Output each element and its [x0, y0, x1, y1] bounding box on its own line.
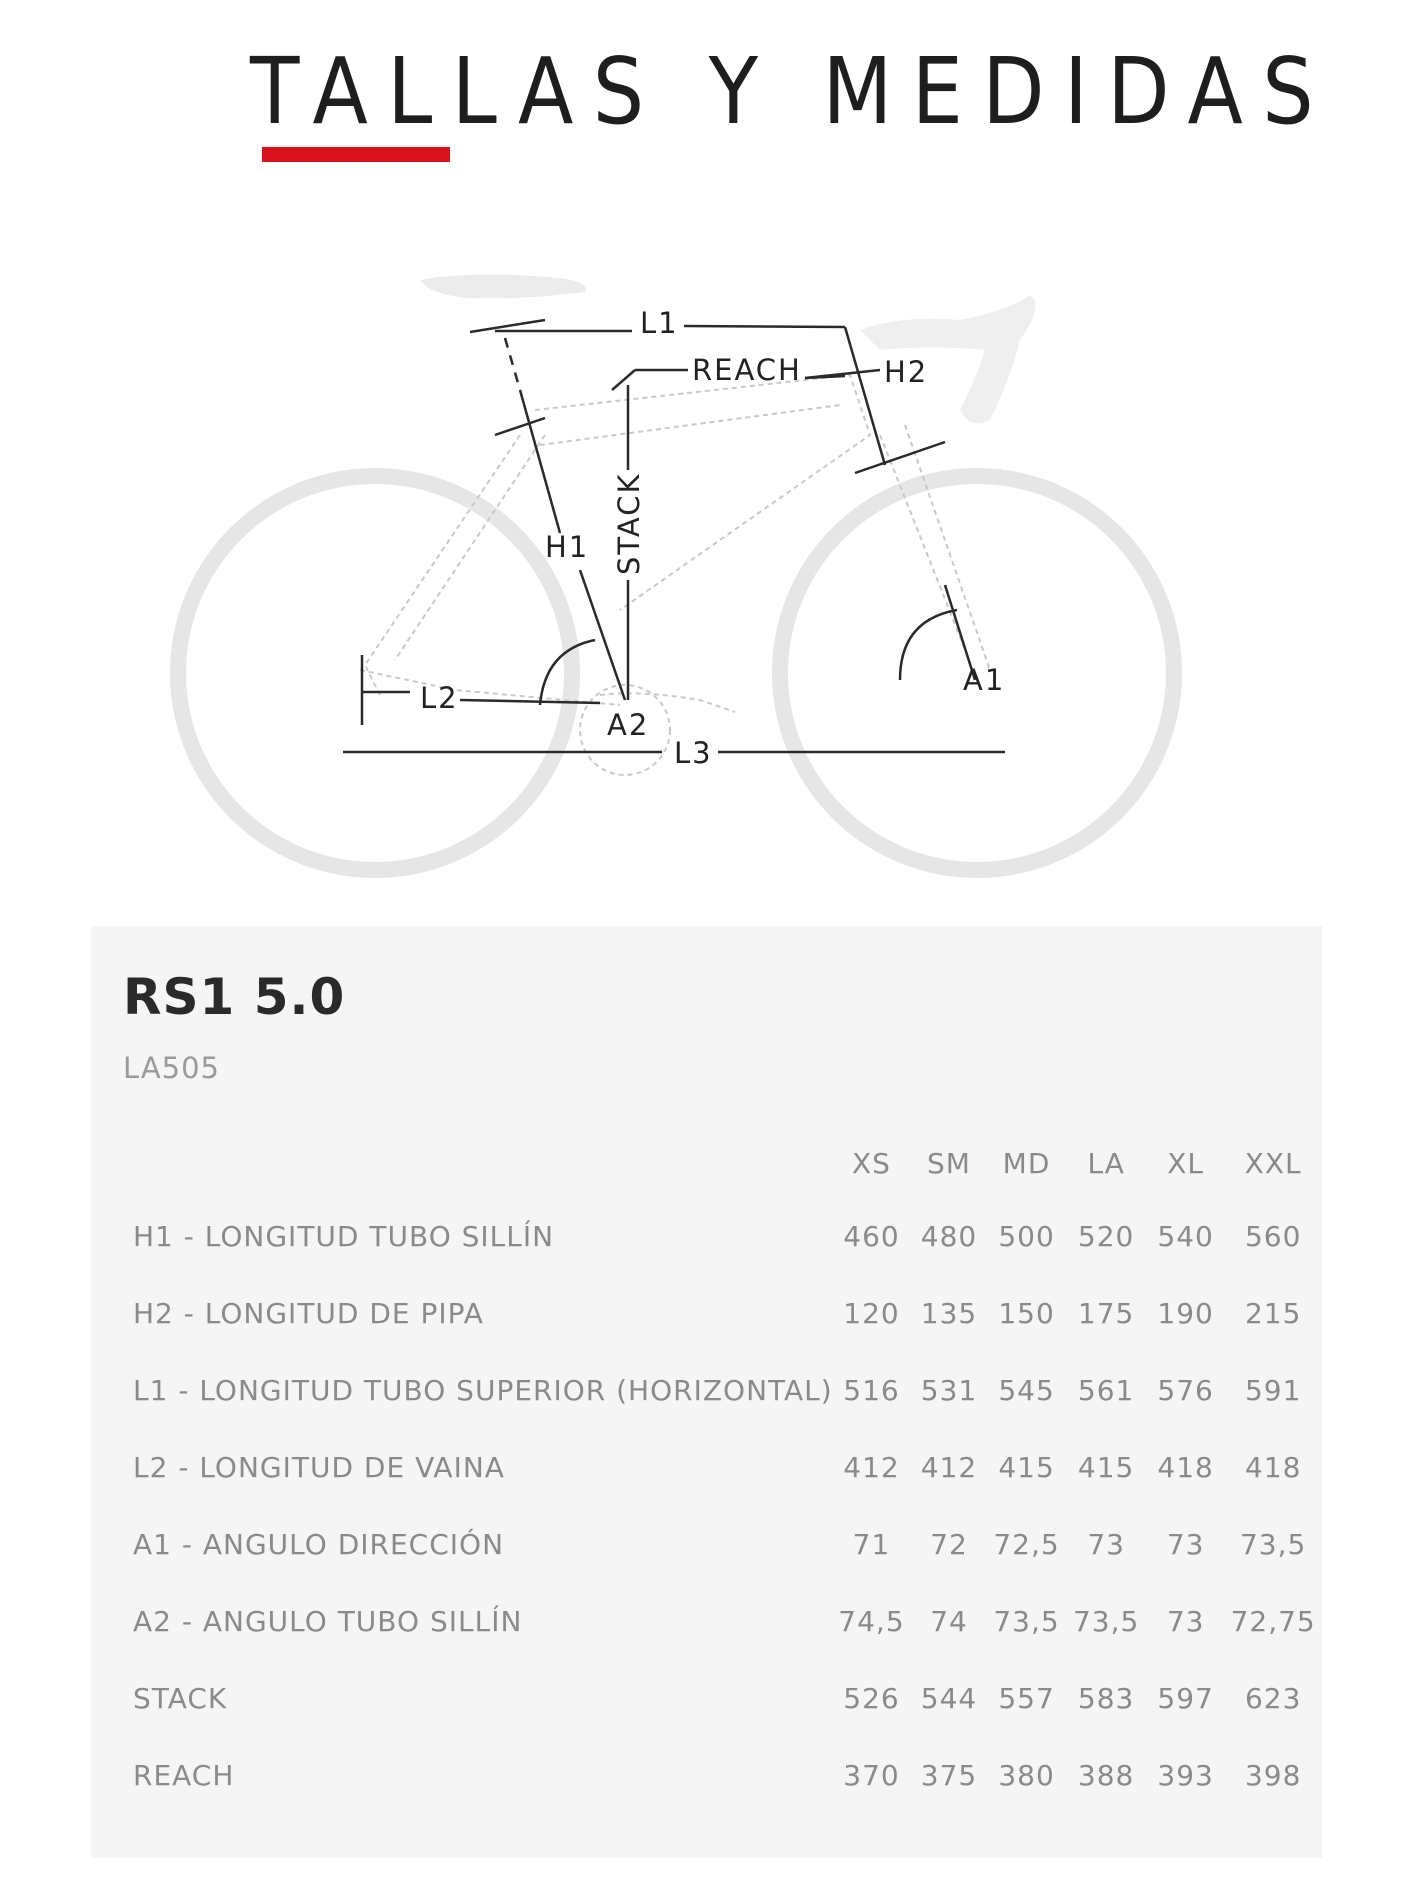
table-cell: 597 [1157, 1682, 1214, 1715]
table-cell: 545 [998, 1374, 1055, 1407]
table-cell: 561 [1077, 1374, 1135, 1407]
saddle-silhouette [420, 274, 586, 298]
table-cell: 540 [1157, 1220, 1214, 1253]
size-header: XXL [1244, 1146, 1302, 1180]
size-header: LA [1087, 1146, 1125, 1180]
table-cell: 74,5 [838, 1605, 905, 1638]
table-cell: 415 [1077, 1451, 1135, 1484]
frame-outline [360, 375, 990, 775]
table-cell: 150 [998, 1297, 1055, 1330]
label-a2: A2 [607, 708, 650, 742]
table-cell: 72,5 [993, 1528, 1060, 1561]
row-label: A1 - ANGULO DIRECCIÓN [133, 1528, 505, 1561]
table-cell: 215 [1244, 1297, 1302, 1330]
table-cell: 526 [843, 1682, 900, 1715]
label-l3: L3 [674, 736, 713, 770]
size-header: XL [1167, 1146, 1205, 1180]
row-label: L1 - LONGITUD TUBO SUPERIOR (HORIZONTAL) [133, 1374, 833, 1407]
table-cell: 560 [1244, 1220, 1302, 1253]
table-cell: 500 [998, 1220, 1055, 1253]
table-cell: 73 [1166, 1605, 1205, 1638]
table-cell: 388 [1077, 1759, 1135, 1792]
table-row [121, 1583, 1322, 1660]
table-row [121, 1275, 1322, 1352]
table-cell: 460 [843, 1220, 900, 1253]
table-row [121, 1429, 1322, 1506]
table-row [121, 1506, 1322, 1583]
table-cell: 412 [843, 1451, 900, 1484]
label-h2: H2 [884, 355, 929, 389]
table-row [121, 1660, 1322, 1737]
bike-geometry-diagram [0, 220, 1401, 920]
table-cell: 135 [920, 1297, 978, 1330]
size-header: MD [1002, 1146, 1051, 1180]
table-cell: 72,75 [1230, 1605, 1316, 1638]
table-cell: 412 [920, 1451, 978, 1484]
table-cell: 380 [998, 1759, 1055, 1792]
table-cell: 73,5 [1072, 1605, 1140, 1638]
table-cell: 74 [930, 1605, 968, 1638]
size-header: SM [927, 1146, 971, 1180]
table-cell: 418 [1244, 1451, 1302, 1484]
geometry-panel [91, 926, 1322, 1858]
table-cell: 375 [920, 1759, 978, 1792]
table-cell: 370 [843, 1759, 900, 1792]
label-stack: STACK [612, 472, 646, 575]
table-cell: 398 [1244, 1759, 1302, 1792]
label-reach: REACH [692, 353, 802, 387]
table-cell: 73,5 [1239, 1528, 1307, 1561]
table-cell: 418 [1157, 1451, 1214, 1484]
label-a1: A1 [963, 663, 1006, 697]
table-row [121, 1737, 1322, 1814]
model-name: RS1 5.0 [123, 968, 346, 1026]
table-cell: 520 [1077, 1220, 1135, 1253]
table-cell: 73,5 [993, 1605, 1060, 1638]
label-l1: L1 [640, 306, 679, 340]
row-label: REACH [133, 1759, 235, 1792]
label-h1: H1 [545, 530, 590, 564]
table-cell: 73 [1087, 1528, 1125, 1561]
table-cell: 516 [843, 1374, 900, 1407]
bike-diagram-svg [0, 220, 1401, 920]
page-title: TALLAS Y MEDIDAS [250, 38, 1333, 145]
row-label: H1 - LONGITUD TUBO SILLÍN [133, 1220, 555, 1253]
table-cell: 576 [1157, 1374, 1214, 1407]
table-cell: 190 [1157, 1297, 1214, 1330]
table-row [121, 1198, 1322, 1275]
table-cell: 557 [998, 1682, 1055, 1715]
row-label: STACK [133, 1682, 228, 1715]
table-cell: 583 [1077, 1682, 1135, 1715]
table-header-empty [121, 1128, 833, 1198]
table-cell: 544 [920, 1682, 978, 1715]
model-code: LA505 [123, 1051, 221, 1085]
table-header-row [121, 1128, 1322, 1198]
table-cell: 531 [920, 1374, 978, 1407]
table-cell: 72 [930, 1528, 968, 1561]
row-label: A2 - ANGULO TUBO SILLÍN [133, 1605, 523, 1638]
table-cell: 393 [1157, 1759, 1214, 1792]
table-cell: 591 [1244, 1374, 1302, 1407]
label-l2: L2 [420, 681, 459, 715]
geometry-table [121, 1128, 1322, 1814]
row-label: L2 - LONGITUD DE VAINA [133, 1451, 505, 1484]
table-cell: 175 [1077, 1297, 1135, 1330]
rear-wheel [178, 476, 572, 870]
table-cell: 73 [1166, 1528, 1205, 1561]
size-header: XS [851, 1146, 891, 1180]
table-cell: 415 [998, 1451, 1055, 1484]
title-underline [262, 147, 450, 162]
table-row [121, 1352, 1322, 1429]
table-cell: 623 [1244, 1682, 1302, 1715]
table-cell: 120 [843, 1297, 900, 1330]
table-cell: 71 [852, 1528, 891, 1561]
table-cell: 480 [920, 1220, 978, 1253]
row-label: H2 - LONGITUD DE PIPA [133, 1297, 484, 1330]
